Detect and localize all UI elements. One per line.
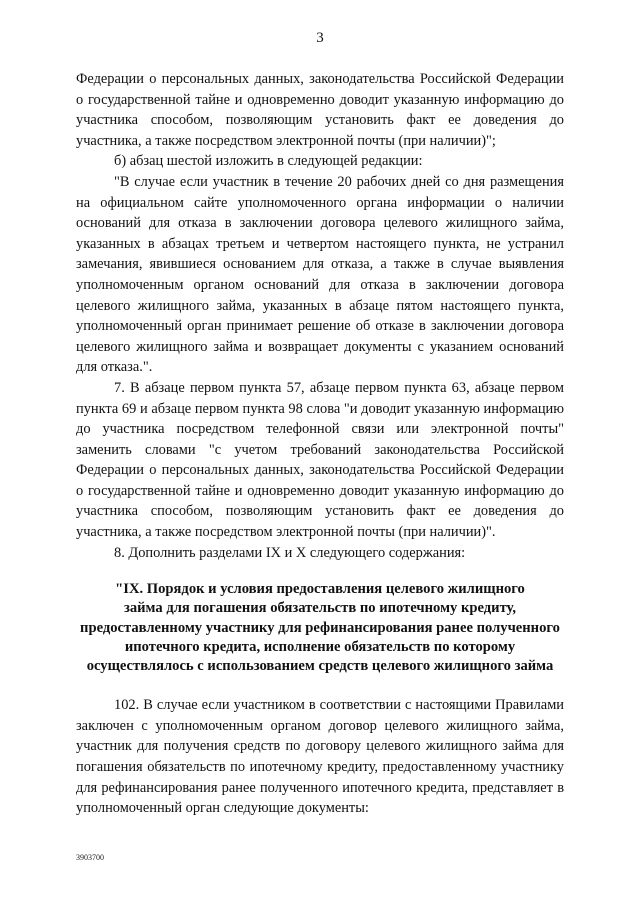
heading-line: предоставленному участнику для рефинансирования ранее полученного <box>80 619 560 636</box>
heading-line: займа для погашения обязательств по ипотечному кредиту, <box>123 600 517 617</box>
paragraph-continuation: Федерации о персональных данных, законодательства Российской Федерации о государственной тайне и одновременно доводит указанную информацию до участника способом, позволяющим установить факт ее доведения до участника, а также посредством электронной почты (при наличии)"; <box>76 71 564 149</box>
paragraph-quote-abzac-6: "В случае если участник в течение 20 рабочих дней со дня размещения на официальном сайте уполномоченного органа информации о наличии оснований для отказа в заключении договора целевого жилищного займа, указанных в абзацах третьем и четвертом настоящего пункта, не устранил замечания, явившиеся основанием для отказа, а также в случае выявления уполномоченным органом оснований для отказа в заключении договора целевого жилищного займа, указанных в абзаце пятом настоящего пункта, уполномоченный орган принимает решение об отказе в заключении договора целевого жилищного займа и возвращает документы с указанием оснований для отказа.". <box>76 173 564 376</box>
heading-line: осуществлялось с использованием средств целевого жилищного займа <box>86 658 554 675</box>
paragraph-subitem-b: б) абзац шестой изложить в следующей редакции: <box>114 153 423 170</box>
heading-line: "IX. Порядок и условия предоставления целевого жилищного <box>115 581 525 598</box>
paragraph-item-7: 7. В абзаце первом пункта 57, абзаце первом пункта 63, абзаце первом пункта 69 и абзаце первом пункта 98 слова "и доводит указанную информацию до участника посредством телефонной связи или электронной почты" заменить словами "с учетом требований законодательства Российской Федерации о персональных данных, законодательства Российской Федерации о государственной тайне и одновременно доводит указанную информацию до участника способом, позволяющим установить факт ее доведения до участника, а также посредством электронной почты (при наличии)". <box>76 379 564 541</box>
section-heading-ix <box>76 580 564 676</box>
document-body <box>76 69 564 819</box>
document-code: 3903700 <box>76 853 104 862</box>
heading-line: ипотечного кредита, исполнение обязательств по которому <box>124 638 516 655</box>
paragraph-item-8: 8. Дополнить разделами IX и X следующего содержания: <box>114 544 466 561</box>
page-number: 3 <box>316 30 324 46</box>
paragraph-item-102: 102. В случае если участником в соответствии с настоящими Правилами заключен с уполномоченным органом договор целевого жилищного займа, участник для получения средств по договору целевого жилищного займа для погашения обязательств по ипотечному кредиту, предоставленному участнику для рефинансирования ранее полученного ипотечного кредита, представляет в уполномоченный орган следующие документы: <box>76 697 564 817</box>
